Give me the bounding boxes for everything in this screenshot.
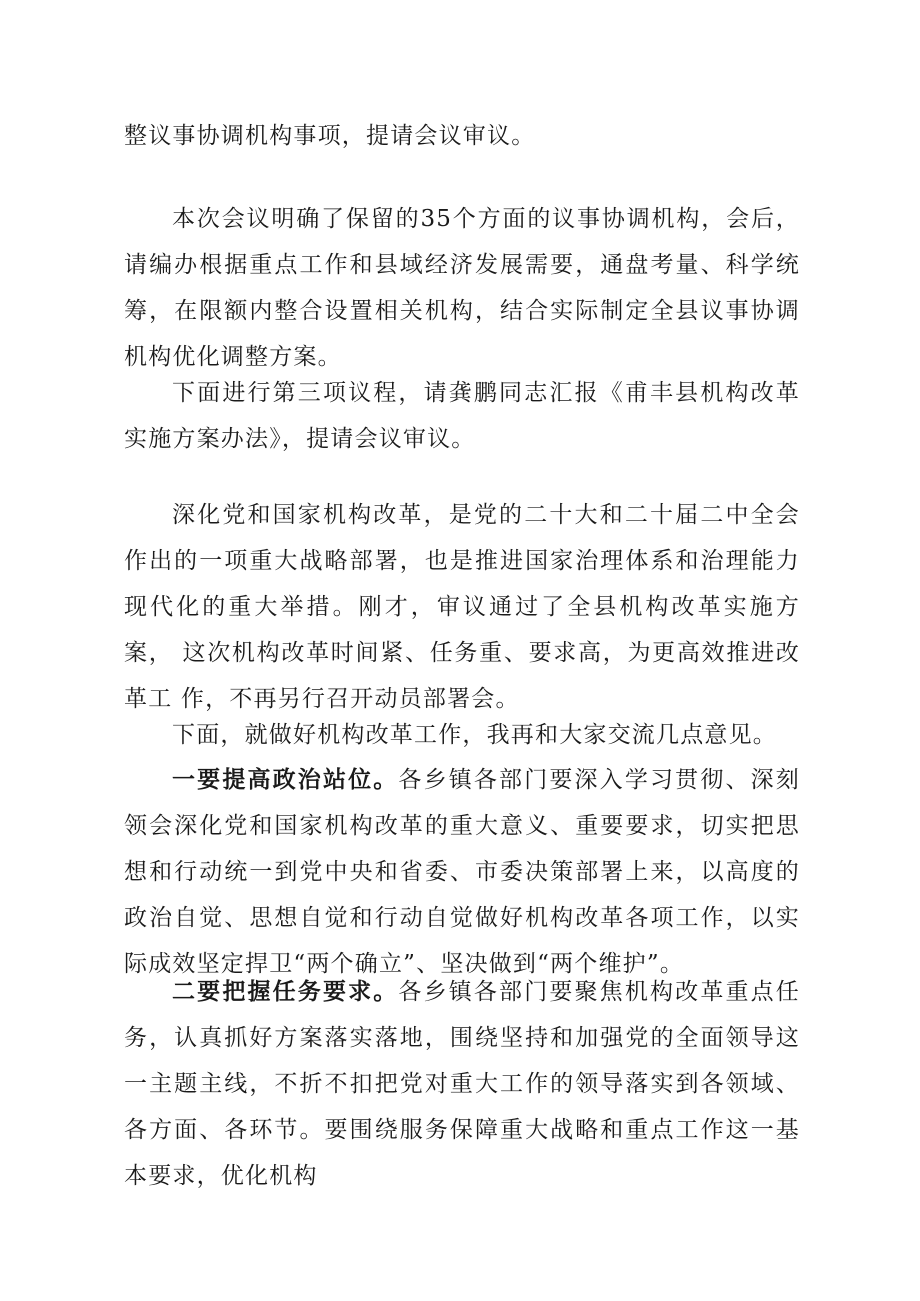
paragraph-4: 深化党和国家机构改革，是党的二十大和二十届二中全会 作出的一项重大战略部署，也是推进国家治理体系和治理能力 现代化的重大举措。刚才，审议通过了全县机构改革实施方案， 这次机构改革时间紧、任务重、要求高，为更高效推进改革工 作，不再另行召开动员部署会。 xyxy=(124,502,800,712)
paragraph-6-body: 各乡镇各部门要深入学习贯彻、深刻 领会深化党和国家机构改革的重大意义、重要要求，切实把思 想和行动统一到党中央和省委、市委决策部署上来，以高度的 政治自觉、思想自觉和行动自觉做好机构改革各项工作，以实 际成效坚定捍卫“两个确立”、坚决做到“两个维护”。 xyxy=(124,767,800,977)
paragraph-5: 下面，就做好机构改革工作，我再和大家交流几点意见。 xyxy=(172,722,777,748)
paragraph-6 xyxy=(124,757,800,987)
paragraph-1: 整议事协调机构事项，提请会议审议。 xyxy=(124,123,536,149)
paragraph-3: 下面进行第三项议程，请龚鹏同志汇报《甫丰县机构改革 实施方案办法》，提请会议审议。 xyxy=(124,380,800,452)
paragraph-7-body: 各乡镇各部门要聚焦机构改革重点任 务，认真抓好方案落实落地，围绕坚持和加强党的全面领导这 一主题主线，不折不扣把党对重大工作的领导落实到各领域、 各方面、各环节。要围绕服务保障重大战略和重点工作这一基 本要求，优化机构 xyxy=(124,979,800,1189)
paragraph-2: 本次会议明确了保留的35个方面的议事协调机构，会后，请编办根据重点工作和县域经济发展需要，通盘考量、科学统 筹，在限额内整合设置相关机构，结合实际制定全县议事协调 机构优化调整方案。 xyxy=(124,206,800,370)
paragraph-7 xyxy=(124,969,800,1199)
paragraph-7-heading: 二要把握任务要求。 xyxy=(172,979,399,1005)
paragraph-6-heading: 一要提高政治站位。 xyxy=(172,767,399,793)
